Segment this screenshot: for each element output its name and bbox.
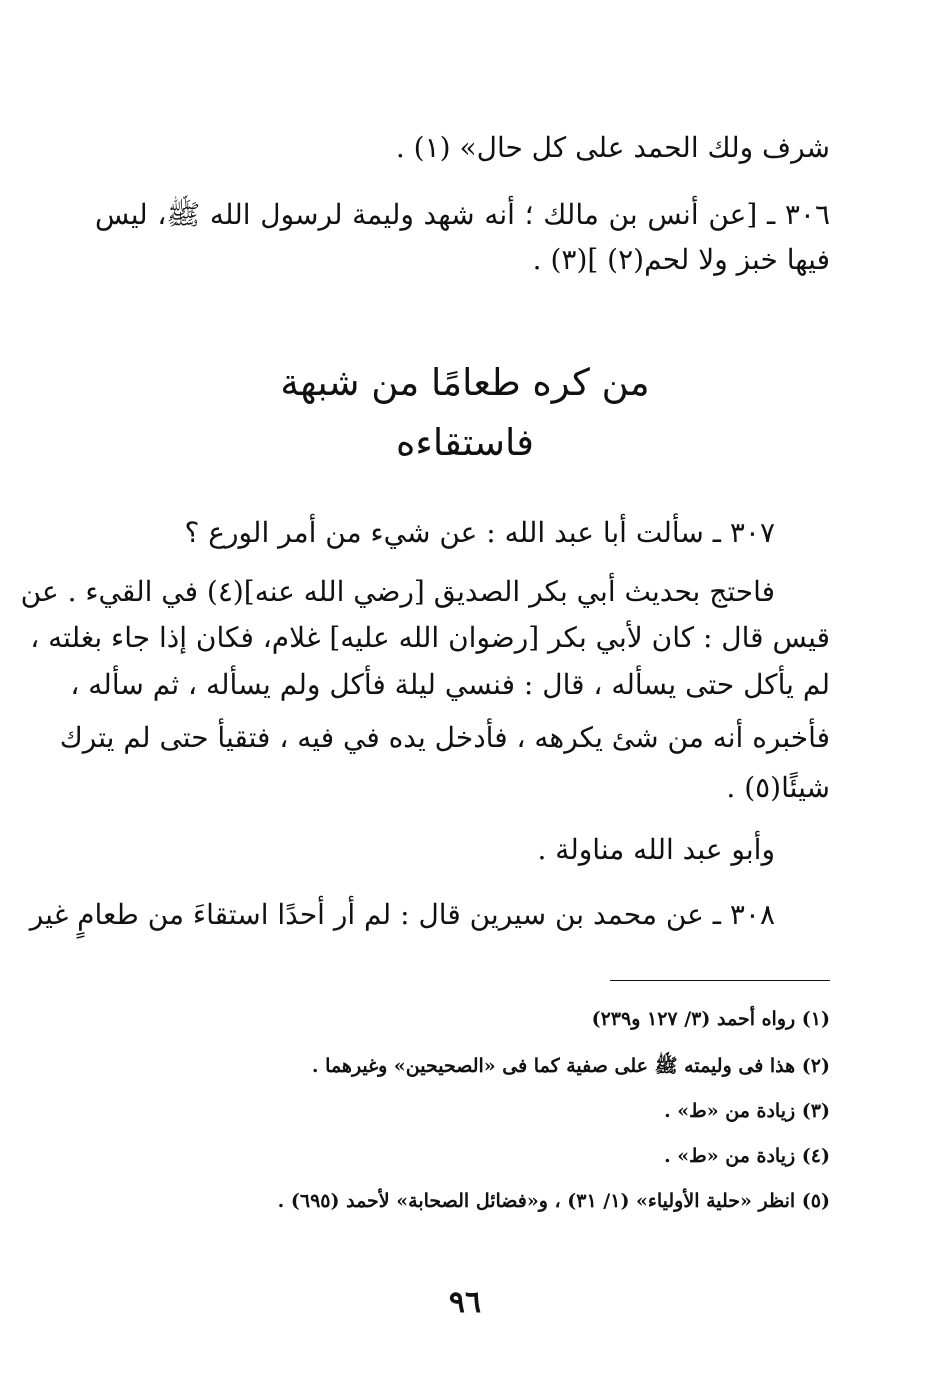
chapter-heading: من كره طعامًا من شبهة — [280, 361, 650, 404]
body-line: شرف ولك الحمد على كل حال» (١) . — [395, 131, 830, 164]
body-line: فأخبره أنه من شئ يكرهه ، فأدخل يده في فيه ، فتقيأ حتى لم يترك — [59, 721, 830, 754]
body-line: شيئًا(٥) . — [726, 771, 830, 804]
footnote: (٢) هذا فى وليمته ﷺ على صفية كما فى «الصحيحين» وغيرهما . — [311, 1055, 830, 1077]
footnote: (٣) زيادة من «ط» . — [664, 1100, 830, 1122]
chapter-heading-continued: فاستقاءه — [396, 421, 534, 464]
footnote: (٤) زيادة من «ط» . — [664, 1145, 830, 1167]
hadith-308-line: ٣٠٨ ـ عن محمد بن سيرين قال : لم أر أحدًا استقاءَ من طعامٍ غير — [29, 898, 775, 931]
page-number: ٩٦ — [448, 1285, 482, 1320]
body-line: فيها خبز ولا لحم(٢) ](٣) . — [532, 243, 830, 276]
hadith-307-line: ٣٠٧ ـ سألت أبا عبد الله : عن شيء من أمر الورع ؟ — [184, 516, 775, 549]
body-line: قيس قال : كان لأبي بكر [رضوان الله عليه] غلام، فكان إذا جاء بغلته ، — [30, 621, 830, 654]
body-line: وأبو عبد الله مناولة . — [537, 833, 775, 866]
body-line: لم يأكل حتى يسأله ، قال : فنسي ليلة فأكل ولم يسأله ، ثم سأله ، — [70, 668, 830, 701]
hadith-306-line: ٣٠٦ ـ [عن أنس بن مالك ؛ أنه شهد وليمة لرسول الله ﷺ، ليس — [95, 198, 830, 231]
footnote: (١) رواه أحمد (٣/ ١٢٧ و٢٣٩) — [591, 1008, 830, 1030]
footnote-separator — [610, 980, 830, 981]
body-line: فاحتج بحديث أبي بكر الصديق [رضي الله عنه](٤) في القيء . عن — [20, 575, 775, 608]
footnote: (٥) انظر «حلية الأولياء» (١/ ٣١) ، و«فضائل الصحابة» لأحمد (٦٩٥) . — [277, 1190, 830, 1212]
